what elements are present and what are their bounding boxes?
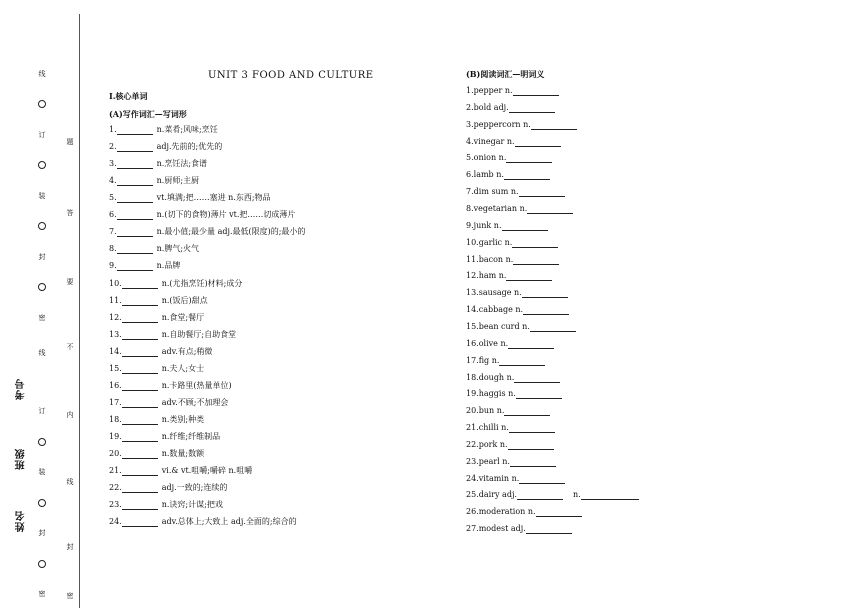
item-word: 1.pepper n. <box>466 86 513 95</box>
answer-blank[interactable] <box>122 450 158 459</box>
answer-blank[interactable] <box>581 491 639 500</box>
item-number: 22. <box>109 483 122 493</box>
item-word: 26.moderation n. <box>466 507 536 517</box>
answer-blank[interactable] <box>523 306 569 315</box>
page-title: UNIT 3 FOOD AND CULTURE <box>208 70 374 81</box>
item-number: 10. <box>109 278 122 288</box>
item-definition: n.最小值;最少量 adj.最低(限度)的;最小的 <box>156 227 306 237</box>
answer-blank[interactable] <box>522 289 568 298</box>
item-definition: n.数量;数额 <box>161 448 205 458</box>
answer-blank[interactable] <box>122 518 158 527</box>
item-definition: n.夫人;女士 <box>161 363 205 373</box>
part-b-item <box>466 490 639 500</box>
answer-blank[interactable] <box>504 171 550 180</box>
part-b-item <box>466 271 552 281</box>
part-b-item <box>466 221 548 231</box>
item-word: 3.peppercorn n. <box>466 119 531 129</box>
part-a-item <box>109 381 232 391</box>
item-number: 9. <box>109 261 117 271</box>
item-definition: adv.不顾;不加理会 <box>161 397 229 407</box>
answer-blank[interactable] <box>519 188 565 197</box>
part-b-heading: (B)阅读词汇—明词义 <box>466 69 545 79</box>
item-word: 22.pork n. <box>466 439 508 449</box>
item-word: 21.chilli n. <box>466 423 509 432</box>
margin-char: 装 <box>38 192 46 200</box>
class-label: 班级 <box>16 448 27 470</box>
item-word: 17.fig n. <box>466 355 500 365</box>
item-definition: n.(切下的食物)薄片 vt.把……切成薄片 <box>156 210 296 220</box>
answer-blank[interactable] <box>117 194 153 203</box>
part-b-item <box>466 322 576 332</box>
answer-blank[interactable] <box>122 467 158 476</box>
part-b-item <box>466 423 555 433</box>
margin-char: 订 <box>38 407 46 415</box>
item-word: 10.garlic n. <box>466 237 513 247</box>
item-number: 5. <box>109 193 117 203</box>
margin-char: 封 <box>66 543 74 551</box>
part-a-item <box>109 483 227 493</box>
answer-blank[interactable] <box>527 205 573 214</box>
answer-blank[interactable] <box>122 382 158 391</box>
part-a-item <box>109 125 218 135</box>
answer-blank[interactable] <box>508 441 554 450</box>
item-number: 12. <box>109 312 122 322</box>
item-word: 7.dim sum n. <box>466 187 519 197</box>
answer-blank[interactable] <box>509 424 555 433</box>
item-word: 27.modest adj. <box>466 524 526 534</box>
margin-char: 线 <box>38 70 46 78</box>
binding-hole-icon <box>38 499 46 507</box>
margin-char: 不 <box>66 343 74 351</box>
answer-blank[interactable] <box>506 154 552 163</box>
item-number: 16. <box>109 380 122 390</box>
binding-hole-icon <box>38 438 46 446</box>
binding-hole-icon <box>38 222 46 230</box>
answer-blank[interactable] <box>515 138 561 147</box>
answer-blank[interactable] <box>530 323 576 332</box>
part-b-item <box>466 457 556 467</box>
item-word: 4.vinegar n. <box>466 136 515 146</box>
margin-char: 订 <box>38 131 46 139</box>
part-b-item <box>466 86 559 96</box>
item-word: 2.bold adj. <box>466 102 509 112</box>
item-word: 8.vegetarian n. <box>466 204 528 213</box>
part-a-item <box>109 244 199 254</box>
section-heading: Ⅰ.核心单词 <box>109 91 148 101</box>
item-word: 19.haggis n. <box>466 389 516 399</box>
part-a-item <box>109 210 295 220</box>
part-a-item <box>109 449 204 459</box>
item-word: 9.junk n. <box>466 220 502 230</box>
item-definition: n.自助餐厅;自助食堂 <box>161 329 237 339</box>
item-number: 24. <box>109 517 122 527</box>
answer-blank[interactable] <box>514 374 560 383</box>
part-b-item <box>466 238 558 248</box>
binding-hole-icon <box>38 283 46 291</box>
item-word: 16.olive n. <box>466 338 509 348</box>
item-definition: adj.先前的;优先的 <box>156 142 223 152</box>
answer-blank[interactable] <box>117 211 153 220</box>
item-number: 13. <box>109 329 122 339</box>
answer-blank[interactable] <box>513 256 559 265</box>
item-number: 2. <box>109 142 117 152</box>
answer-blank[interactable] <box>117 228 153 237</box>
part-a-heading: (A)写作词汇—写词形 <box>109 109 187 119</box>
part-b-item <box>466 187 565 197</box>
part-b-item <box>466 474 565 484</box>
part-a-item <box>109 313 204 323</box>
part-a-item <box>109 296 208 306</box>
answer-blank[interactable] <box>526 525 572 534</box>
answer-blank[interactable] <box>122 501 158 510</box>
part-b-item <box>466 356 545 366</box>
answer-blank[interactable] <box>117 126 153 135</box>
answer-blank[interactable] <box>510 458 556 467</box>
part-b-item <box>466 305 569 315</box>
answer-blank[interactable] <box>122 297 158 306</box>
item-word: 6.lamb n. <box>466 170 504 180</box>
item-definition: n.诀窍;计谋;把戏 <box>161 500 223 510</box>
answer-blank[interactable] <box>502 222 548 231</box>
item-definition: vt.填满;把……塞进 n.东西;物品 <box>156 193 271 203</box>
part-a-item <box>109 364 204 374</box>
answer-blank[interactable] <box>122 331 158 340</box>
item-definition: n.烹饪法;食谱 <box>156 159 208 169</box>
part-a-item <box>109 398 228 408</box>
part-b-item <box>466 389 562 399</box>
item-definition: n.食堂;餐厅 <box>161 312 205 322</box>
item-word: 23.pearl n. <box>466 456 510 466</box>
margin-char: 封 <box>38 253 46 261</box>
part-a-item <box>109 432 220 442</box>
item-definition: vi.& vt.咀嚼;嚼碎 n.咀嚼 <box>161 466 253 475</box>
item-definition: n.品牌 <box>156 261 181 271</box>
answer-blank[interactable] <box>509 104 555 113</box>
part-a-item <box>109 500 223 510</box>
item-definition: n.(尤指烹饪)材料;成分 <box>161 278 243 288</box>
margin-char: 密 <box>38 314 46 322</box>
item-definition: adj.一致的;连续的 <box>161 483 228 493</box>
item-number: 15. <box>109 363 122 373</box>
answer-blank[interactable] <box>117 143 153 152</box>
part-b-item <box>466 103 555 113</box>
margin-char: 题 <box>66 138 74 146</box>
item-number: 1. <box>109 125 117 134</box>
part-a-item <box>109 415 204 425</box>
item-number: 3. <box>109 159 117 169</box>
item-number: 4. <box>109 176 117 186</box>
part-b-item <box>466 507 582 517</box>
item-word: 15.bean curd n. <box>466 321 530 331</box>
part-a-item <box>109 159 207 169</box>
item-definition: n.厨师;主厨 <box>156 176 200 186</box>
item-definition: n.类别;种类 <box>161 414 205 424</box>
answer-blank[interactable] <box>512 239 558 248</box>
binding-hole-icon <box>38 560 46 568</box>
answer-blank[interactable] <box>117 177 153 186</box>
item-word: 18.dough n. <box>466 372 515 382</box>
item-number: 7. <box>109 227 117 237</box>
item-word: 11.bacon n. <box>466 254 514 264</box>
margin-char: 要 <box>66 278 74 286</box>
answer-blank[interactable] <box>519 475 565 484</box>
part-a-item <box>109 261 180 271</box>
answer-blank[interactable] <box>499 357 545 366</box>
part-a-item <box>109 193 271 203</box>
margin-char: 密 <box>66 592 74 600</box>
item-word: 5.onion n. <box>466 153 507 163</box>
part-b-item <box>466 373 560 383</box>
item-number: 23. <box>109 500 122 510</box>
binding-hole-icon <box>38 161 46 169</box>
answer-blank[interactable] <box>536 508 582 517</box>
part-a-item <box>109 227 305 237</box>
item-definition: n.(饭后)甜点 <box>161 295 208 305</box>
item-number: 20. <box>109 448 122 458</box>
part-b-item <box>466 288 568 298</box>
answer-blank[interactable] <box>122 484 158 493</box>
margin-char: 装 <box>38 468 46 476</box>
margin-char: 线 <box>66 478 74 486</box>
part-a-item <box>109 279 242 289</box>
item-number: 21. <box>109 466 122 475</box>
answer-blank[interactable] <box>122 348 158 357</box>
item-word: 12.ham n. <box>466 271 507 281</box>
binding-line <box>79 14 80 608</box>
item-word: 13.sausage n. <box>466 288 522 298</box>
item-number: 18. <box>109 414 122 424</box>
item-definition: adv.总体上;大致上 adj.全面的;综合的 <box>161 517 297 527</box>
answer-blank[interactable] <box>122 314 158 323</box>
part-b-item <box>466 137 561 147</box>
part-b-item <box>466 255 559 265</box>
part-b-item <box>466 120 577 130</box>
margin-char: 答 <box>66 209 74 217</box>
item-number: 6. <box>109 210 117 220</box>
part-a-item <box>109 142 222 152</box>
part-b-item <box>466 170 550 180</box>
answer-blank[interactable] <box>513 87 559 96</box>
answer-blank[interactable] <box>122 416 158 425</box>
binding-hole-icon <box>38 100 46 108</box>
item-number: 11. <box>109 295 122 305</box>
part-b-item <box>466 440 554 450</box>
answer-blank[interactable] <box>531 121 577 130</box>
item-extra-pos: n. <box>572 490 581 500</box>
item-number: 14. <box>109 346 122 356</box>
answer-blank[interactable] <box>117 245 153 254</box>
answer-blank[interactable] <box>122 399 158 408</box>
part-a-item <box>109 176 199 186</box>
margin-char: 线 <box>38 349 46 357</box>
item-word: 14.cabbage n. <box>466 305 524 315</box>
item-definition: n.纤维;纤维制品 <box>161 431 221 441</box>
part-a-item <box>109 347 212 357</box>
exam-number-label: 考号 <box>16 378 27 400</box>
item-definition: adv.有点;稍微 <box>161 346 213 356</box>
item-definition: n.脾气;火气 <box>156 244 200 254</box>
part-b-item <box>466 406 550 416</box>
answer-blank[interactable] <box>122 433 158 442</box>
part-a-item <box>109 517 297 527</box>
answer-blank[interactable] <box>117 262 153 271</box>
item-word: 24.vitamin n. <box>466 473 520 483</box>
answer-blank[interactable] <box>504 407 550 416</box>
answer-blank[interactable] <box>508 340 554 349</box>
margin-char: 封 <box>38 529 46 537</box>
answer-blank[interactable] <box>122 365 158 374</box>
item-number: 8. <box>109 244 117 254</box>
item-number: 17. <box>109 397 122 407</box>
item-definition: n.卡路里(热量单位) <box>161 380 232 390</box>
answer-blank[interactable] <box>517 491 563 500</box>
part-a-item <box>109 466 252 476</box>
margin-char: 内 <box>66 411 74 419</box>
answer-blank[interactable] <box>122 280 158 289</box>
part-b-item <box>466 153 552 163</box>
item-word: 25.dairy adj. <box>466 490 517 500</box>
part-b-item <box>466 204 573 214</box>
part-b-item <box>466 339 554 349</box>
part-b-item <box>466 524 572 534</box>
answer-blank[interactable] <box>117 160 153 169</box>
item-definition: n.菜肴;风味;烹饪 <box>156 125 218 134</box>
answer-blank[interactable] <box>516 390 562 399</box>
answer-blank[interactable] <box>506 272 552 281</box>
item-word: 20.bun n. <box>466 406 505 416</box>
part-a-item <box>109 330 236 340</box>
name-label: 姓名 <box>16 510 27 532</box>
margin-char: 密 <box>38 590 46 598</box>
item-number: 19. <box>109 431 122 441</box>
